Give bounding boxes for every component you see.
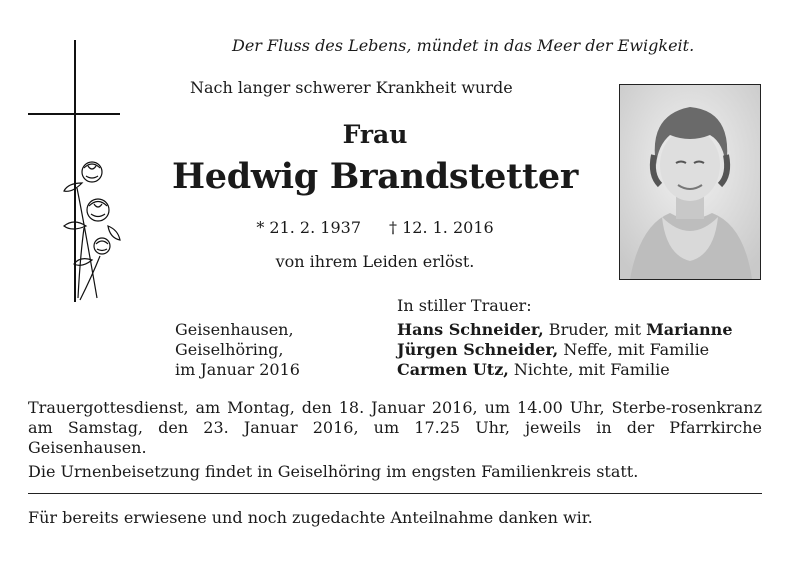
urn-burial-text: Die Urnenbeisetzung findet in Geiselhöring im engsten Familienkreis statt. [28, 462, 639, 481]
mourner-line [397, 340, 733, 360]
mourner-relation: Nichte, mit Familie [508, 360, 670, 379]
motto-quote: Der Fluss des Lebens, mündet in das Meer der Ewigkeit. [232, 36, 695, 55]
mourning-header: In stiller Trauer: [397, 296, 532, 315]
salutation: Frau [342, 120, 408, 149]
place-line: Geisenhausen, [175, 320, 294, 339]
portrait-image [620, 85, 760, 279]
mourners-block [397, 320, 733, 380]
mourner-extra: Marianne [646, 320, 733, 339]
birth-date: * 21. 2. 1937 [256, 218, 361, 237]
places-block [175, 320, 300, 380]
mourner-relation: Bruder, mit [543, 320, 647, 339]
divider-line [28, 493, 762, 494]
mourner-name: Carmen Utz, [397, 360, 509, 379]
mourner-name: Hans Schneider, [397, 320, 544, 339]
intro-text: Nach langer schwerer Krankheit wurde [190, 78, 513, 97]
death-date: † 12. 1. 2016 [389, 218, 494, 237]
place-line: im Januar 2016 [175, 360, 300, 379]
mourner-name: Jürgen Schneider, [397, 340, 559, 359]
thanks-text: Für bereits erwiesene und noch zugedachte Anteilnahme danken wir. [28, 508, 593, 527]
cross-with-roses-icon [22, 38, 132, 304]
mourner-line [397, 320, 733, 340]
life-dates [170, 218, 580, 237]
deceased-name: Hedwig Brandstetter [172, 156, 578, 197]
mourner-relation: Neffe, mit Familie [558, 340, 710, 359]
service-details: Trauergottesdienst, am Montag, den 18. Januar 2016, um 14.00 Uhr, Sterbe-rosenkranz am Samstag, den 23. Januar 2016, um 17.25 Uhr, jeweils in der Pfarrkirche Geisenhausen. [28, 398, 762, 457]
mourner-line [397, 360, 733, 380]
portrait-photo [619, 84, 761, 280]
place-line: Geiselhöring, [175, 340, 284, 359]
released-text: von ihrem Leiden erlöst. [275, 252, 475, 271]
